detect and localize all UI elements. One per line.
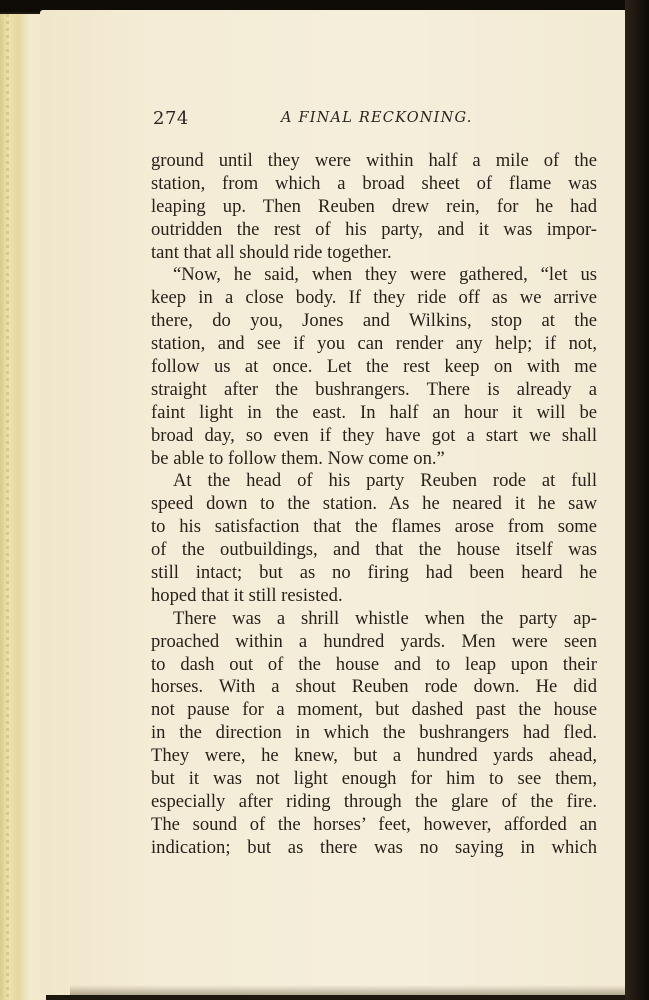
text-line: broad day, so even if they have got a start we shall [151,424,597,446]
text-line: to dash out of the house and to leap upon their [151,653,597,675]
text-line: not pause for a moment, but dashed past the house [151,699,597,721]
text-line: keep in a close body. If they ride off as we arrive [151,287,597,309]
text-line: follow us at once. Let the rest keep on with me [151,356,597,378]
text-line: proached within a hundred yards. Men were seen [151,630,597,652]
text-line: hoped that it still resisted. [151,584,343,606]
text-line: indication; but as there was no saying in which [151,836,597,858]
text-line: “Now, he said, when they were gathered, “let us [173,264,597,286]
text-line: still intact; but as no firing had been heard he [151,562,597,584]
text-line: to his satisfaction that the flames arose from some [151,516,597,538]
text-line: The sound of the horses’ feet, however, afforded an [151,813,597,835]
text-line: They were, he knew, but a hundred yards ahead, [151,745,597,767]
text-line: station, and see if you can render any help; if not, [151,333,597,355]
text-line: in the direction in which the bushrangers had fled. [151,722,597,744]
page-shadow [70,985,626,995]
text-line: of the outbuildings, and that the house itself was [151,539,597,561]
text-line: faint light in the east. In half an hour it will be [151,401,597,423]
text-line: straight after the bushrangers. There is already a [151,378,597,400]
text-line: especially after riding through the glare of the fire. [151,790,597,812]
text-line: station, from which a broad sheet of flame was [151,172,597,194]
text-line: leaping up. Then Reuben drew rein, for he had [151,195,597,217]
running-title: A FINAL RECKONING. [281,110,473,126]
text-line: At the head of his party Reuben rode at full [173,470,597,492]
text-line: tant that all should ride together. [151,241,392,263]
text-line: there, do you, Jones and Wilkins, stop at the [151,310,597,332]
body-text [151,150,597,860]
text-line: outridden the rest of his party, and it was impor- [151,218,597,240]
text-line: speed down to the station. As he neared it he saw [151,493,597,515]
page-header [153,106,597,134]
text-line: but it was not light enough for him to see them, [151,768,597,790]
page-number: 274 [153,108,189,129]
text-line: horses. With a shout Reuben rode down. He did [151,676,597,698]
text-line: There was a shrill whistle when the party ap- [173,607,597,629]
text-line: be able to follow them. Now come on.” [151,447,445,469]
right-background [625,0,649,1000]
text-line: ground until they were within half a mile of the [151,150,597,171]
